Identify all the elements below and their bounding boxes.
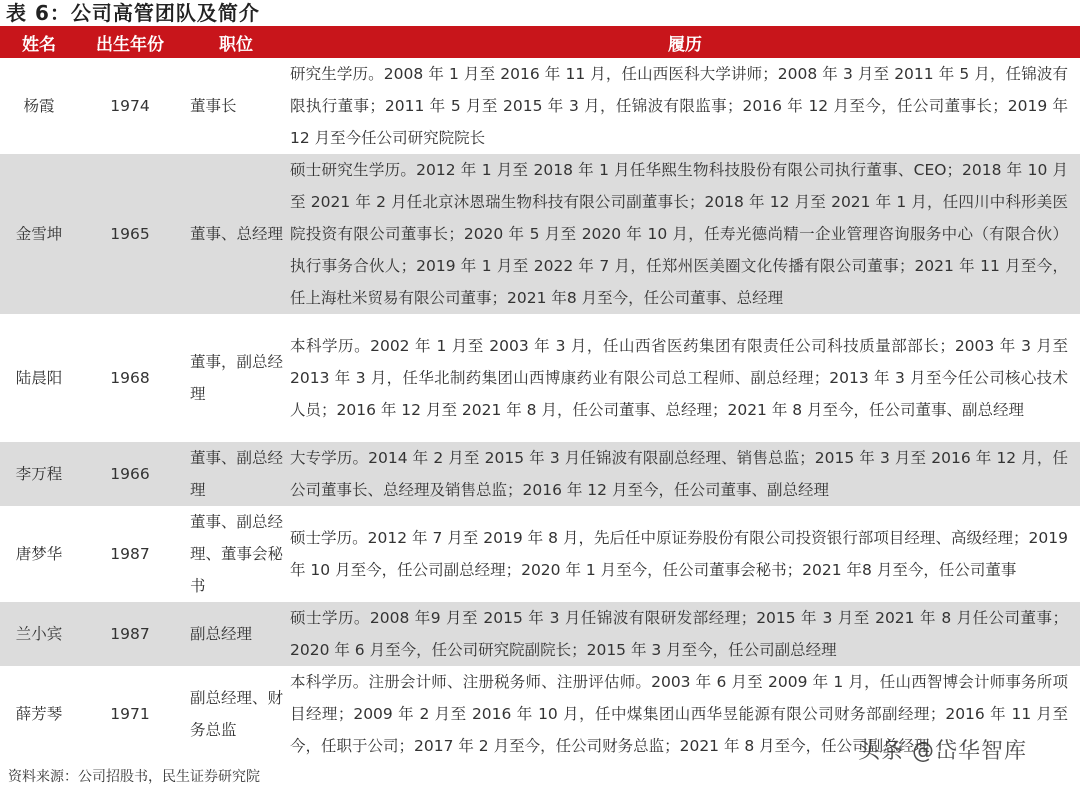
header-resume: 履历: [290, 26, 1080, 58]
cell-resume: 硕士研究生学历。2012 年 1 月至 2018 年 1 月任华熙生物科技股份有限公司执行董事、CEO；2018 年 10 月至 2021 年 2 月任北京沐恩瑞生物科技有限公司副董事长；2018 年 12 月至 2021 年 1 月，任四川中科形美医院投资有限公司董事长；2020 年 5 月至 2020 年 10 月，任寿光德尚精一企业管理咨询服务中心（有限合伙）执行事务合伙人；2019 年 1 月至 2022 年 7 月，任郑州医美圈文化传播有限公司董事；2021 年 11 月至今，任上海杜米贸易有限公司董事；2021 年8 月至今，任公司董事、总经理: [290, 154, 1080, 314]
cell-year: 1974: [110, 97, 150, 115]
cell-name: 李万程: [0, 442, 78, 506]
cell-name: 杨霞: [23, 97, 55, 115]
cell-name: 薛芳琴: [15, 705, 63, 723]
table-row: [0, 154, 1080, 314]
cell-resume: 本科学历。2002 年 1 月至 2003 年 3 月，任山西省医药集团有限责任公司科技质量部部长；2003 年 3 月至 2013 年 3 月，任华北制药集团山西博康药业有限公司总工程师、副总经理；2013 年 3 月至今任公司核心技术人员；2016 年 12 月至 2021 年 8 月，任公司董事、总经理；2021 年 8 月至今，任公司董事、副总经理: [290, 337, 1068, 419]
cell-resume: 大专学历。2014 年 2 月至 2015 年 3 月任锦波有限副总经理、销售总监；2015 年 3 月至 2016 年 12 月，任公司董事长、总经理及销售总监；2016 年 12 月至今，任公司董事、副总经理: [290, 442, 1080, 506]
table-row: [0, 506, 1080, 602]
cell-year: 1966: [78, 442, 182, 506]
cell-year: 1971: [110, 705, 150, 723]
source-note: 资料来源：公司招股书，民生证券研究院: [8, 769, 260, 785]
header-name: 姓名: [0, 26, 78, 58]
cell-position: 董事、副总经理: [182, 442, 290, 506]
cell-name: 兰小宾: [0, 602, 78, 666]
cell-position: 董事，副总经理: [190, 353, 284, 403]
table-header-row: [0, 26, 1080, 58]
cell-resume: 硕士学历。2012 年 7 月至 2019 年 8 月，先后任中原证券股份有限公司投资银行部项目经理、高级经理；2019 年 10 月至今，任公司副总经理；2020 年 1 月至今，任公司董事会秘书；2021 年8 月至今，任公司董事: [290, 529, 1068, 579]
table-row: [0, 58, 1080, 154]
table-title: 表 6：公司高管团队及简介: [6, 1, 260, 25]
header-year: 出生年份: [78, 26, 182, 58]
cell-year: 1987: [110, 545, 150, 563]
cell-year: 1965: [78, 154, 182, 314]
cell-resume: 硕士学历。2008 年9 月至 2015 年 3 月任锦波有限研发部经理；2015 年 3 月至 2021 年 8 月任公司董事；2020 年 6 月至今，任公司研究院副院长；2015 年 3 月至今，任公司副总经理: [290, 602, 1080, 666]
cell-name: 金雪坤: [0, 154, 78, 314]
cell-position: 副总经理、财务总监: [190, 689, 284, 739]
cell-position: 副总经理: [182, 602, 290, 666]
cell-year: 1968: [110, 369, 150, 387]
table-row: [0, 314, 1080, 442]
header-position: 职位: [182, 26, 290, 58]
cell-resume: 研究生学历。2008 年 1 月至 2016 年 11 月，任山西医科大学讲师；2008 年 3 月至 2011 年 5 月，任锦波有限执行董事；2011 年 5 月至 2015 年 3 月，任锦波有限监事；2016 年 12 月至今，任公司董事长；2019 年 12 月至今任公司研究院院长: [290, 65, 1068, 147]
cell-resume: 本科学历。注册会计师、注册税务师、注册评估师。2003 年 6 月至 2009 年 1 月，任山西智博会计师事务所项目经理；2009 年 2 月至 2016 年 10 月，任中煤集团山西华昱能源有限公司财务部副经理；2016 年 11 月至今，任职于公司；2017 年 2 月至今，任公司财务总监；2021 年 8 月至今，任公司副总经理: [290, 673, 1068, 755]
table-row: [0, 602, 1080, 666]
cell-year: 1987: [78, 602, 182, 666]
cell-name: 陆晨阳: [15, 369, 63, 387]
cell-name: 唐梦华: [15, 545, 63, 563]
watermark: 头条 @岱华智库: [858, 739, 1027, 764]
executive-table: [0, 26, 1080, 762]
table-row: [0, 442, 1080, 506]
cell-position: 董事、总经理: [182, 154, 290, 314]
cell-position: 董事长: [190, 97, 237, 115]
cell-position: 董事、副总经理、董事会秘书: [190, 513, 284, 595]
